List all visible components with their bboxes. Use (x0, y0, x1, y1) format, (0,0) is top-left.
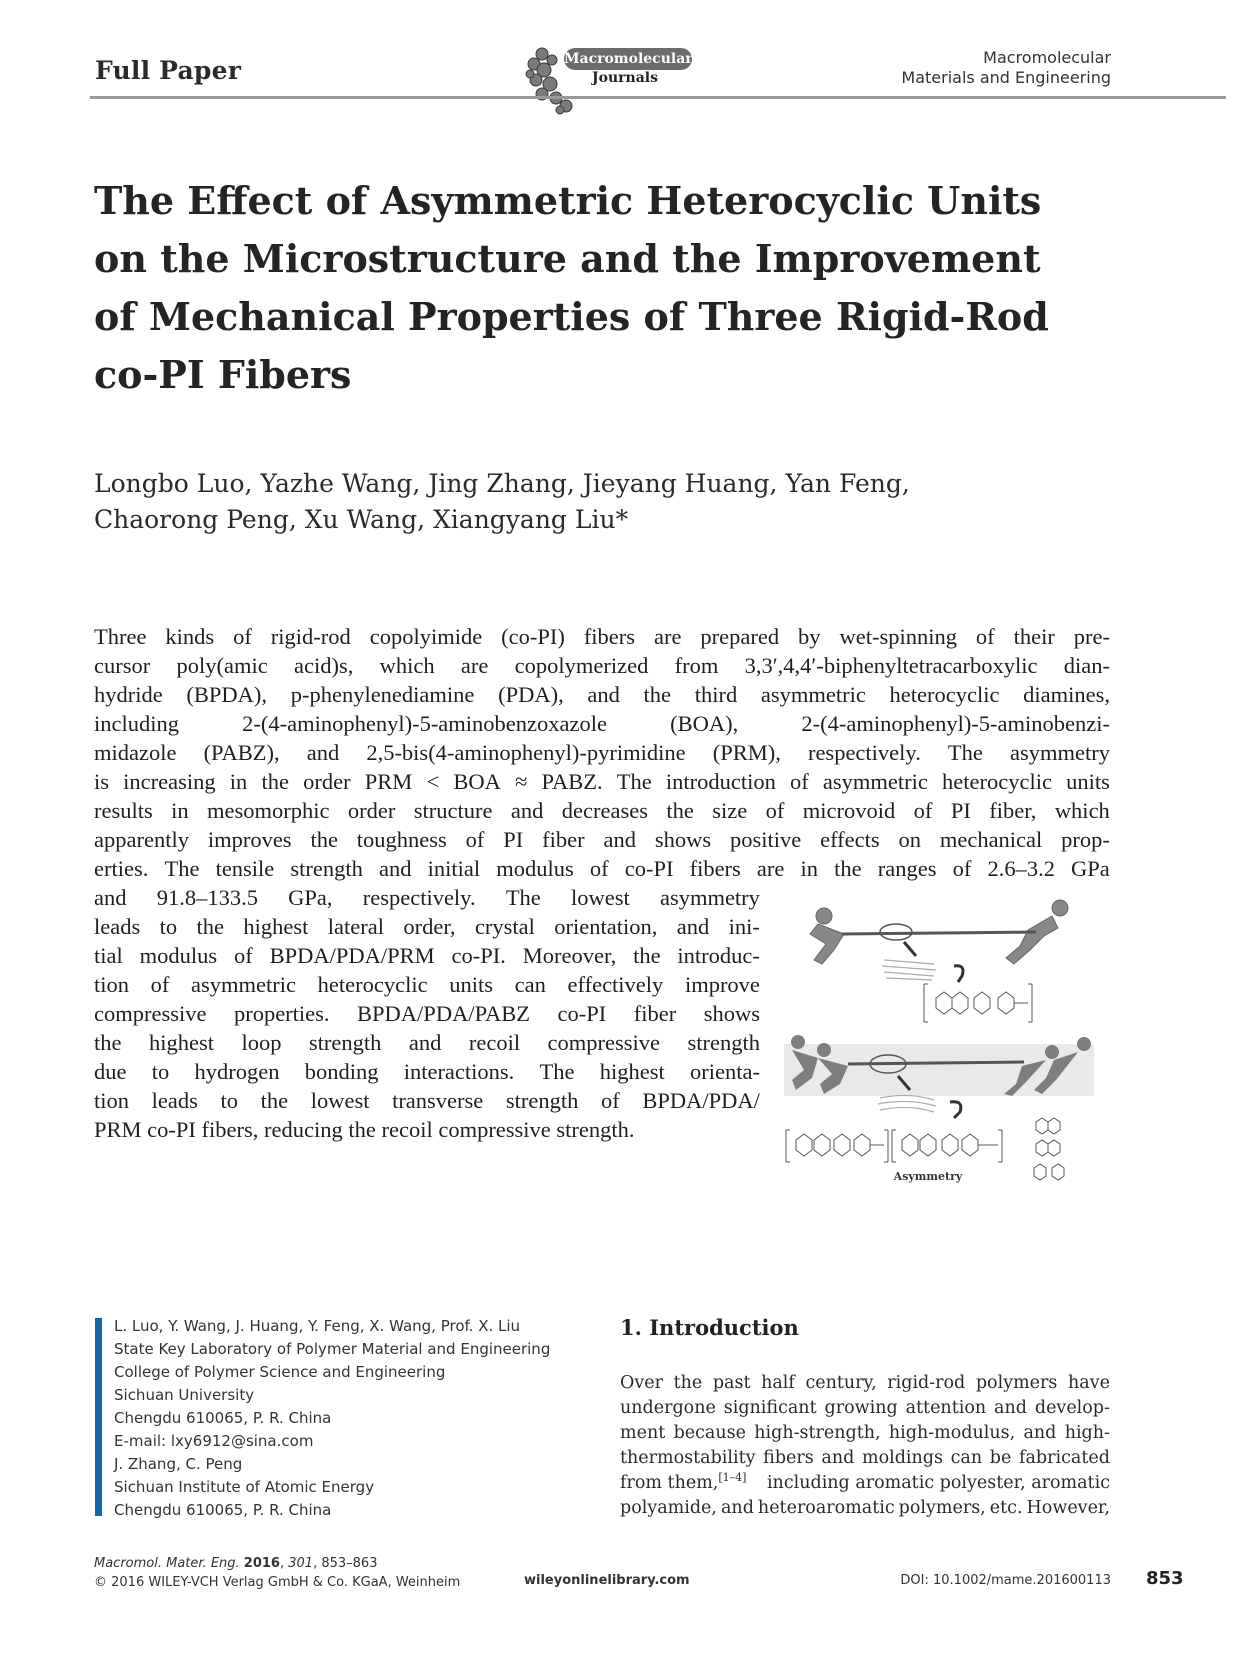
intro-heading: 1. Introduction (620, 1315, 799, 1340)
toc-caption: Asymmetry (893, 1170, 963, 1183)
abstract-line: erties. The tensile strength and initial modulus of co-PI fibers are in the ranges of 2.6–3.2 GPa (94, 856, 1110, 881)
intro-line: thermostability fibers and moldings can be fabricated (620, 1448, 1110, 1468)
website-link[interactable]: wileyonlinelibrary.com (524, 1573, 690, 1588)
author-line: Longbo Luo, Yazhe Wang, Jing Zhang, Jieyang Huang, Yan Feng, (94, 469, 910, 498)
abstract-line: compressive properties. BPDA/PDA/PABZ co-PI fiber shows (94, 1001, 760, 1026)
journal-logo (520, 40, 700, 116)
title-line: of Mechanical Properties of Three Rigid-Rod (94, 294, 1049, 339)
doi-link[interactable]: DOI: 10.1002/mame.201600113 (900, 1573, 1111, 1588)
author-line: Chaorong Peng, Xu Wang, Xiangyang Liu* (94, 505, 629, 534)
affiliation-bar (95, 1318, 102, 1516)
citation-link[interactable]: [1–4] (718, 1471, 747, 1485)
paper-title (94, 172, 1094, 404)
intro-text: including aromatic polyester, aromatic (766, 1473, 1110, 1493)
abstract-line: due to hydrogen bonding interactions. The highest orienta- (94, 1059, 760, 1084)
abstract-line: leads to the highest lateral order, crystal orientation, and ini- (94, 914, 760, 939)
intro-line: Over the past half century, rigid-rod polymers have (620, 1373, 1110, 1393)
logo-text-bottom: Journals (592, 70, 658, 86)
abstract-line: is increasing in the order PRM < BOA ≈ PABZ. The introduction of asymmetric heterocyclic units (94, 769, 1110, 794)
title-line: co-PI Fibers (94, 352, 352, 397)
citation-volume: 301 (288, 1556, 314, 1571)
affiliation-line: J. Zhang, C. Peng (114, 1455, 243, 1473)
abstract-line: Three kinds of rigid-rod copolyimide (co-PI) fibers are prepared by wet-spinning of their pre- (94, 624, 1110, 649)
figure-body (810, 924, 844, 964)
figure-head (816, 908, 832, 924)
title-line: The Effect of Asymmetric Heterocyclic Units (94, 178, 1042, 223)
abstract-line: including 2-(4-aminophenyl)-5-aminobenzoxazole (BOA), 2-(4-aminophenyl)-5-aminobenzi- (94, 711, 1110, 736)
affiliation-line: Sichuan Institute of Atomic Energy (114, 1478, 375, 1496)
intro-line: polyamide, and heteroaromatic polymers, etc. However, (620, 1498, 1110, 1518)
citation-pages: , 853–863 (313, 1556, 378, 1571)
abstract-full-width (94, 622, 1110, 883)
author-list (94, 466, 1094, 538)
affiliation-line: Chengdu 610065, P. R. China (114, 1409, 332, 1427)
abstract-line: and 91.8–133.5 GPa, respectively. The lowest asymmetry (94, 885, 760, 910)
affiliation-block (114, 1315, 550, 1522)
email-link[interactable]: E-mail: lxy6912@sina.com (114, 1432, 314, 1450)
abstract-line: the highest loop strength and recoil compressive strength (94, 1030, 760, 1055)
abstract-line: midazole (PABZ), and 2,5-bis(4-aminophenyl)-pyrimidine (PRM), respectively. The asymmetry (94, 740, 1110, 765)
abstract-line: tion of asymmetric heterocyclic units can effectively improve (94, 972, 760, 997)
intro-line (620, 1471, 1110, 1496)
affiliation-line: State Key Laboratory of Polymer Material and Engineering (114, 1340, 551, 1358)
footer-citation: Macromol. Mater. Eng. 2016, 301, 853–863 © 2016 WILEY-VCH Verlag GmbH & Co. KGaA, Weinheim (94, 1556, 461, 1590)
logo-text-top: Macromolecular (564, 51, 693, 67)
intro-text: from them, (620, 1473, 719, 1493)
affiliation-line: College of Polymer Science and Engineering (114, 1363, 446, 1381)
copyright: © 2016 WILEY-VCH Verlag GmbH & Co. KGaA, Weinheim (94, 1575, 461, 1590)
affiliation-line: Sichuan University (114, 1386, 255, 1404)
intro-paragraph (620, 1371, 1110, 1521)
abstract-line: apparently improves the toughness of PI fiber and shows positive effects on mechanical prop- (94, 827, 1110, 852)
page-number: 853 (1146, 1568, 1184, 1589)
journal-name-line: Materials and Engineering (901, 68, 1111, 87)
header-rule (90, 96, 1226, 99)
abstract-line: cursor poly(amic acid)s, which are copolymerized from 3,3′,4,4′-biphenyltetracarboxylic dian- (94, 653, 1110, 678)
journal-name-line: Macromolecular (983, 48, 1111, 67)
section-label: Full Paper (95, 56, 242, 85)
intro-line: ment because high-strength, high-modulus, and high- (620, 1423, 1110, 1443)
abstract-line: PRM co-PI fibers, reducing the recoil compressive strength. (94, 1117, 635, 1142)
rope (842, 932, 1036, 934)
abstract-line: tion leads to the lowest transverse strength of BPDA/PDA/ (94, 1088, 760, 1113)
title-line: on the Microstructure and the Improvement (94, 236, 1041, 281)
affiliation-line: L. Luo, Y. Wang, J. Huang, Y. Feng, X. Wang, Prof. X. Liu (114, 1317, 521, 1335)
tug-of-war-figure (784, 894, 1094, 1184)
graphical-abstract (784, 894, 1094, 1184)
citation-year: 2016 (243, 1556, 280, 1571)
affiliation-line: Chengdu 610065, P. R. China (114, 1501, 332, 1519)
journal-name (901, 48, 1111, 88)
abstract-left-column (94, 883, 760, 1144)
intro-line: undergone significant growing attention and develop- (620, 1398, 1110, 1418)
abstract-line: results in mesomorphic order structure and decreases the size of microvoid of PI fiber, which (94, 798, 1110, 823)
abstract-line: tial modulus of BPDA/PDA/PRM co-PI. Moreover, the introduc- (94, 943, 760, 968)
abstract-line: hydride (BPDA), p-phenylenediamine (PDA), and the third asymmetric heterocyclic diamines, (94, 682, 1110, 707)
citation-journal: Macromol. Mater. Eng. (94, 1556, 240, 1571)
